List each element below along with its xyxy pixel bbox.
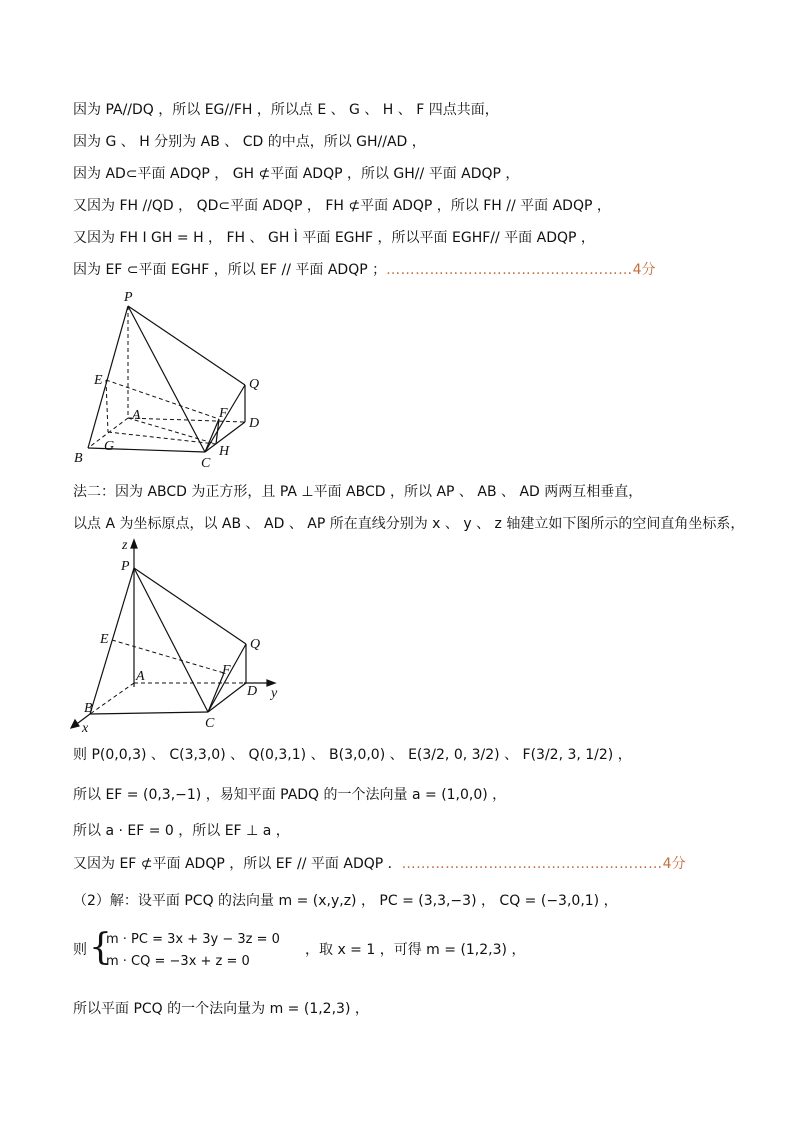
- score-label-1: 4分: [632, 262, 656, 278]
- label-Q: Q: [249, 377, 260, 392]
- system-brace: {: [89, 927, 112, 968]
- geometry-figure-2: [66, 532, 296, 737]
- edge-BC: [90, 712, 208, 714]
- label-Q: Q: [250, 637, 261, 652]
- edge-EG: [106, 380, 108, 432]
- text-line-1: 因为 PA//DQ ，所以 EG//FH ，所以点 E 、 G 、 H 、 F 四点共面，: [73, 102, 499, 118]
- label-E: E: [94, 373, 103, 388]
- system-prefix: 则: [73, 942, 87, 958]
- score-label-2: 4分: [662, 856, 686, 872]
- edge-PQ: [128, 306, 245, 385]
- label-z: z: [122, 538, 128, 553]
- edge-AB: [90, 683, 134, 714]
- axis-x-arrow: [71, 720, 79, 728]
- edge-PC: [134, 568, 208, 712]
- score-dots-1: ……………………………………………: [386, 262, 633, 278]
- label-y: y: [271, 686, 278, 701]
- label-x: x: [82, 721, 89, 736]
- label-D: D: [247, 684, 258, 699]
- text-line-6-body: 因为 EF ⊂平面 EGHF ，所以 EF // 平面 ADQP ；: [73, 262, 387, 278]
- system-suffix: ，取 x = 1 ，可得 m = (1,2,3) ，: [305, 942, 526, 958]
- text-line-2: 因为 G 、 H 分别为 AB 、 CD 的中点，所以 GH//AD ，: [73, 134, 426, 150]
- text-line-6: [73, 261, 656, 279]
- vector-line-3-body: 又因为 EF ⊄平面 ADQP ，所以 EF // 平面 ADQP ．: [73, 856, 402, 872]
- final-line: 所以平面 PCQ 的一个法向量为 m = (1,2,3) ，: [73, 1001, 369, 1017]
- edge-EF: [112, 640, 224, 673]
- system-equation-1: m · PC = 3x + 3y − 3z = 0: [106, 932, 280, 947]
- edge-PC: [128, 306, 205, 452]
- label-H: H: [219, 444, 230, 459]
- edge-PB: [90, 568, 134, 714]
- axis-z-arrow: [131, 540, 137, 548]
- label-A: A: [132, 408, 141, 423]
- vector-line-3: [73, 855, 686, 873]
- method2-line-2: 以点 A 为坐标原点，以 AB 、 AD 、 AP 所在直线分别为 x 、 y 、 z 轴建立如下图所示的空间直角坐标系，: [73, 516, 745, 532]
- vector-line-2: 所以 a · EF = 0 ，所以 EF ⊥ a ，: [73, 823, 290, 839]
- text-line-4: 又因为 FH //QD ， QD⊂平面 ADQP ， FH ⊄平面 ADQP ，所以 FH // 平面 ADQP ，: [73, 198, 611, 214]
- score-dots-2: ………………………………………………: [401, 856, 663, 872]
- label-D: D: [249, 416, 260, 431]
- edge-AH: [128, 418, 216, 444]
- coords-line: 则 P(0,0,3) 、 C(3,3,0) 、 Q(0,3,1) 、 B(3,0,0) 、 E(3/2, 0, 3/2) 、 F(3/2, 3, 1/2) ，: [73, 747, 632, 763]
- label-B: B: [84, 701, 93, 716]
- label-G: G: [104, 439, 115, 454]
- edge-GH: [108, 432, 216, 444]
- label-A: A: [136, 669, 145, 684]
- text-line-3: 因为 AD⊂平面 ADQP ， GH ⊄平面 ADQP ，所以 GH// 平面 ADQP ，: [73, 166, 520, 182]
- method2-line-1: 法二：因为 ABCD 为正方形，且 PA ⊥平面 ABCD ，所以 AP 、 AB 、 AD 两两互相垂直，: [73, 484, 643, 500]
- edge-PQ: [134, 568, 246, 644]
- label-F: F: [219, 406, 228, 421]
- label-B: B: [74, 451, 83, 466]
- edge-EF: [106, 380, 219, 419]
- part2-line: （2）解：设平面 PCQ 的法向量 m = (x,y,z) ， PC = (3,3,−3) ， CQ = (−3,0,1) ，: [73, 893, 618, 909]
- edge-CQ: [208, 644, 246, 712]
- label-C: C: [201, 456, 211, 471]
- vector-line-1: 所以 EF = (0,3,−1) ，易知平面 PADQ 的一个法向量 a = (1,0,0) ，: [73, 787, 507, 803]
- label-E: E: [100, 632, 109, 647]
- label-C: C: [205, 716, 215, 731]
- text-line-5: 又因为 FH I GH = H ， FH 、 GH Ì 平面 EGHF ，所以平面 EGHF// 平面 ADQP ，: [73, 230, 595, 246]
- label-P: P: [121, 559, 130, 574]
- label-P: P: [124, 290, 133, 305]
- geometry-figure-1: [66, 284, 276, 474]
- system-equation-2: m · CQ = −3x + z = 0: [106, 954, 250, 969]
- label-F: F: [222, 663, 231, 678]
